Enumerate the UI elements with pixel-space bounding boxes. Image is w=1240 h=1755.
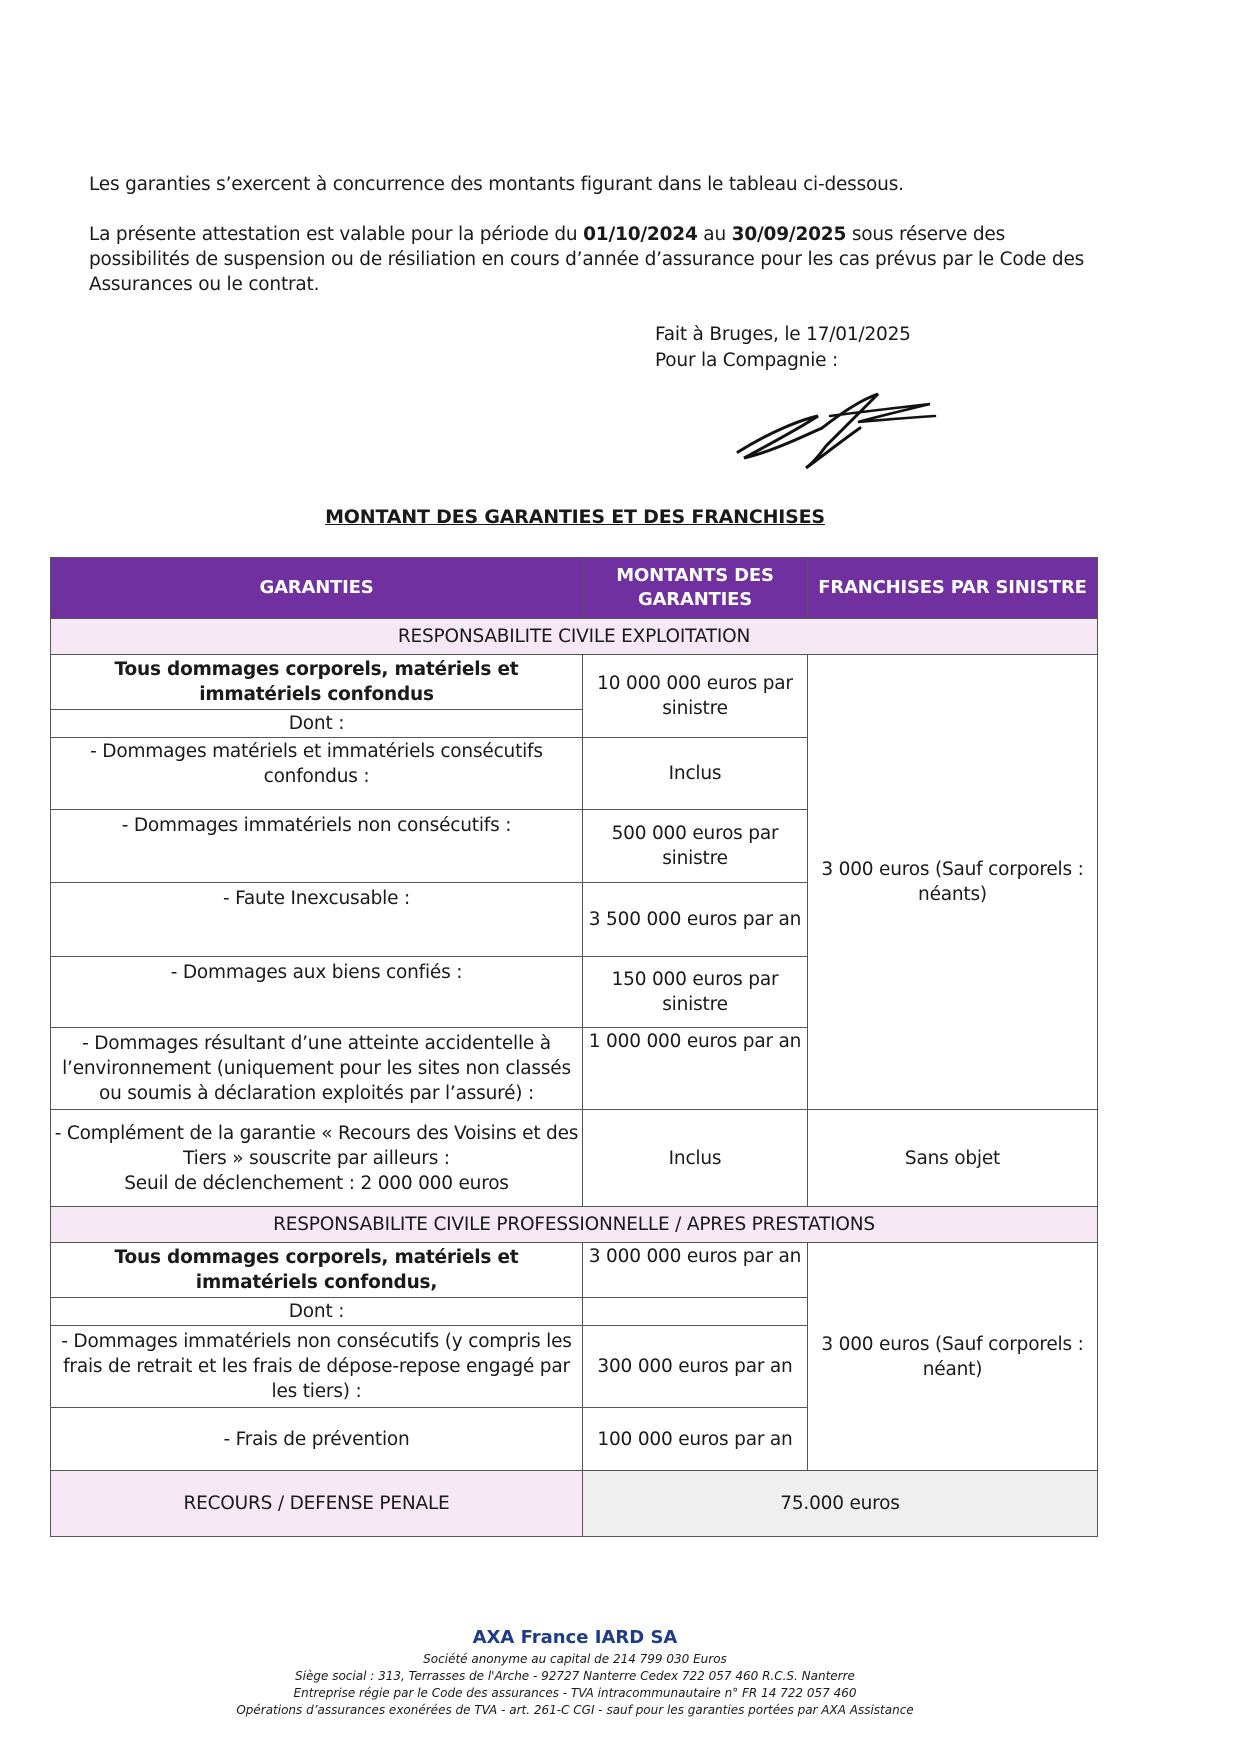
intro-paragraph-2 — [89, 222, 1099, 297]
section-title: MONTANT DES GARANTIES ET DES FRANCHISES — [325, 506, 825, 528]
rc-pro-franchise: 3 000 euros (Sauf corporels : néant) — [808, 1243, 1098, 1471]
rc-exploitation-row-label: - Faute Inexcusable : — [51, 883, 583, 957]
rc-pro-main-label: Tous dommages corporels, matériels et immatériels confondus, — [51, 1243, 583, 1298]
recours-amount: 75.000 euros — [583, 1471, 1098, 1537]
footer — [0, 1627, 1150, 1719]
rc-exploitation-row-amount: 500 000 euros par sinistre — [583, 810, 808, 883]
rc-exploitation-row-label: - Dommages matériels et immatériels consécutifs confondus : — [51, 738, 583, 810]
rc-pro-dont-amount-empty — [583, 1298, 808, 1326]
complement-line-2: Seuil de déclenchement : 2 000 000 euros — [124, 1172, 509, 1194]
rc-pro-row-label: - Frais de prévention — [51, 1408, 583, 1471]
header-franchises: FRANCHISES PAR SINISTRE — [808, 558, 1098, 619]
complement-franchise: Sans objet — [808, 1110, 1098, 1207]
rc-pro-main-amount: 3 000 000 euros par an — [583, 1243, 808, 1298]
validity-start-date: 01/10/2024 — [583, 224, 698, 245]
complement-line-1: - Complément de la garantie « Recours des Voisins et des Tiers » souscrite par ailleurs : — [54, 1122, 579, 1169]
rc-exploitation-main-label: Tous dommages corporels, matériels et immatériels confondus — [51, 655, 583, 710]
table-row — [51, 1243, 1098, 1298]
rc-exploitation-row-amount: Inclus — [583, 738, 808, 810]
complement-label — [51, 1110, 583, 1207]
rc-pro-dont: Dont : — [51, 1298, 583, 1326]
place-date: Fait à Bruges, le 17/01/2025 — [655, 324, 911, 345]
section-title-rc-pro: RESPONSABILITE CIVILE PROFESSIONNELLE / APRES PRESTATIONS — [51, 1207, 1098, 1243]
signature-block — [655, 322, 911, 374]
footer-line-tva: Opérations d’assurances exonérées de TVA - art. 261-C CGI - sauf pour les garanties portées par AXA Assistance — [236, 1703, 914, 1717]
for-company: Pour la Compagnie : — [655, 350, 839, 371]
validity-suffix: sous réserve des possibilités de suspension ou de résiliation en cours d’année d’assurance pour les cas prévus par le Code des Assurances ou le contrat. — [89, 224, 1085, 295]
rc-pro-row-label: - Dommages immatériels non consécutifs (y compris les frais de retrait et les frais de dépose-repose engagé par les tiers) : — [51, 1326, 583, 1408]
table-row — [51, 655, 1098, 710]
footer-line-siege: Siège social : 313, Terrasses de l'Arche - 92727 Nanterre Cedex 722 057 460 R.C.S. Nanterre — [295, 1669, 855, 1683]
recours-row — [51, 1471, 1098, 1537]
signature-image — [730, 382, 940, 472]
footer-line-capital: Société anonyme au capital de 214 799 030 Euros — [423, 1652, 727, 1666]
rc-exploitation-row-label: - Dommages immatériels non consécutifs : — [51, 810, 583, 883]
header-montants: MONTANTS DES GARANTIES — [583, 558, 808, 619]
rc-pro-row-amount: 100 000 euros par an — [583, 1408, 808, 1471]
recours-label: RECOURS / DEFENSE PENALE — [51, 1471, 583, 1537]
intro-text — [89, 172, 1099, 322]
section-row-rc-exploitation — [51, 619, 1098, 655]
intro-paragraph-1: Les garanties s’exercent à concurrence des montants figurant dans le tableau ci-dessous. — [89, 174, 904, 195]
table-row — [51, 1110, 1098, 1207]
rc-exploitation-row-amount: 150 000 euros par sinistre — [583, 957, 808, 1028]
rc-exploitation-franchise: 3 000 euros (Sauf corporels : néants) — [808, 655, 1098, 1110]
rc-exploitation-row-label: - Dommages résultant d’une atteinte accidentelle à l’environnement (uniquement pour les sites non classés ou soumis à déclaration exploités par l’assuré) : — [51, 1028, 583, 1110]
rc-exploitation-dont: Dont : — [51, 710, 583, 738]
section-title-rc-exploitation: RESPONSABILITE CIVILE EXPLOITATION — [51, 619, 1098, 655]
rc-exploitation-row-label: - Dommages aux biens confiés : — [51, 957, 583, 1028]
rc-exploitation-row-amount: 3 500 000 euros par an — [583, 883, 808, 957]
rc-exploitation-main-amount: 10 000 000 euros par sinistre — [583, 655, 808, 738]
table-header-row — [51, 558, 1098, 619]
validity-prefix: La présente attestation est valable pour la période du — [89, 224, 584, 245]
rc-exploitation-row-amount: 1 000 000 euros par an — [583, 1028, 808, 1110]
complement-amount: Inclus — [583, 1110, 808, 1207]
section-row-rc-pro — [51, 1207, 1098, 1243]
rc-pro-row-amount: 300 000 euros par an — [583, 1326, 808, 1408]
validity-end-date: 30/09/2025 — [731, 224, 847, 245]
validity-mid: au — [697, 224, 732, 245]
guarantees-table — [50, 557, 1098, 1537]
header-garanties: GARANTIES — [51, 558, 583, 619]
footer-line-regulation: Entreprise régie par le Code des assurances - TVA intracommunautaire n° FR 14 722 057 460 — [293, 1686, 857, 1700]
footer-company: AXA France IARD SA — [472, 1627, 678, 1648]
